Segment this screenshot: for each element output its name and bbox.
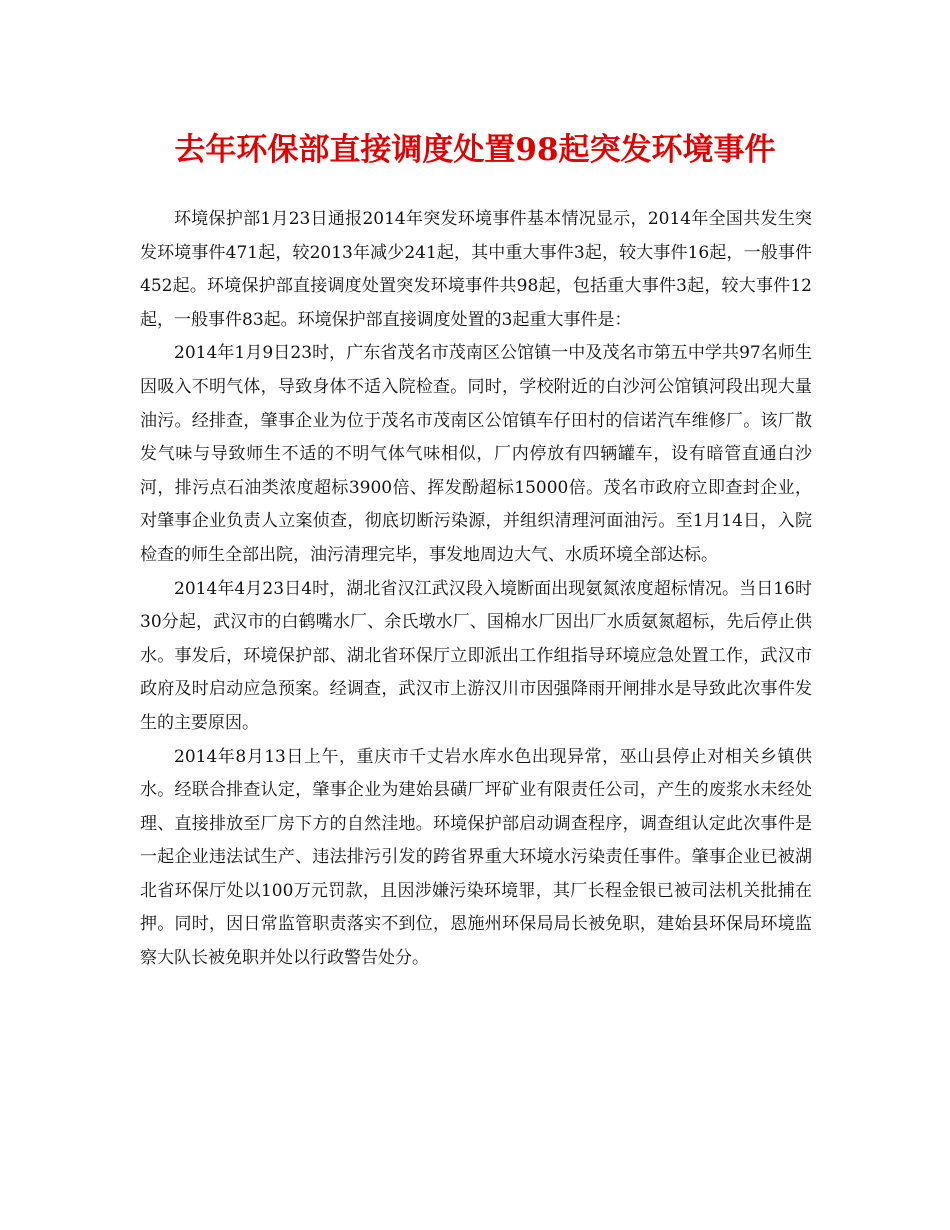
paragraph-maoming-incident: 2014年1月9日23时，广东省茂名市茂南区公馆镇一中及茂名市第五中学共97名师生因吸入不明气体，导致身体不适入院检查。同时，学校附近的白沙河公馆镇河段出现大量油污。经排查，肇事企业为位于茂名市茂南区公馆镇车仔田村的信诺汽车维修厂。该厂散发气味与导致师生不适的不明气体气味相似，厂内停放有四辆罐车，设有暗管直通白沙河，排污点石油类浓度超标3900倍、挥发酚超标15000倍。茂名市政府立即查封企业，对肇事企业负责人立案侦查，彻底切断污染源，并组织清理河面油污。至1月14日，入院检查的师生全部出院，油污清理完毕，事发地周边大气、水质环境全部达标。: [140, 343, 812, 565]
paragraph-wuhan-incident: 2014年4月23日4时，湖北省汉江武汉段入境断面出现氨氮浓度超标情况。当日16时30分起，武汉市的白鹤嘴水厂、余氏墩水厂、国棉水厂因出厂水质氨氮超标，先后停止供水。事发后，环境保护部、湖北省环保厅立即派出工作组指导环境应急处置工作，武汉市政府及时启动应急预案。经调查，武汉市上游汉川市因强降雨开闸排水是导致此次事件发生的主要原因。: [140, 578, 812, 733]
paragraph-chongqing-incident: 2014年8月13日上午，重庆市千丈岩水库水色出现异常，巫山县停止对相关乡镇供水。经联合排查认定，肇事企业为建始县磺厂坪矿业有限责任公司，产生的废浆水未经处理、直接排放至厂房下方的自然洼地。环境保护部启动调查程序，调查组认定此次事件是一起企业违法试生产、违法排污引发的跨省界重大环境水污染责任事件。肇事企业已被湖北省环保厅处以100万元罚款，且因涉嫌污染环境罪，其厂长程金银已被司法机关批捕在押。同时，因日常监管职责落实不到位，恩施州环保局局长被免职，建始县环保局环境监察大队长被免职并处以行政警告处分。: [140, 746, 812, 969]
document-title: 去年环保部直接调度处置98起突发环境事件: [174, 132, 776, 168]
document-body: [140, 203, 812, 976]
paragraph-summary: 环境保护部1月23日通报2014年突发环境事件基本情况显示，2014年全国共发生突发环境事件471起，较2013年减少241起，其中重大事件3起，较大事件16起，一般事件452起。环境保护部直接调度处置突发环境事件共98起，包括重大事件3起，较大事件12起，一般事件83起。环境保护部直接调度处置的3起重大事件是：: [140, 209, 812, 330]
